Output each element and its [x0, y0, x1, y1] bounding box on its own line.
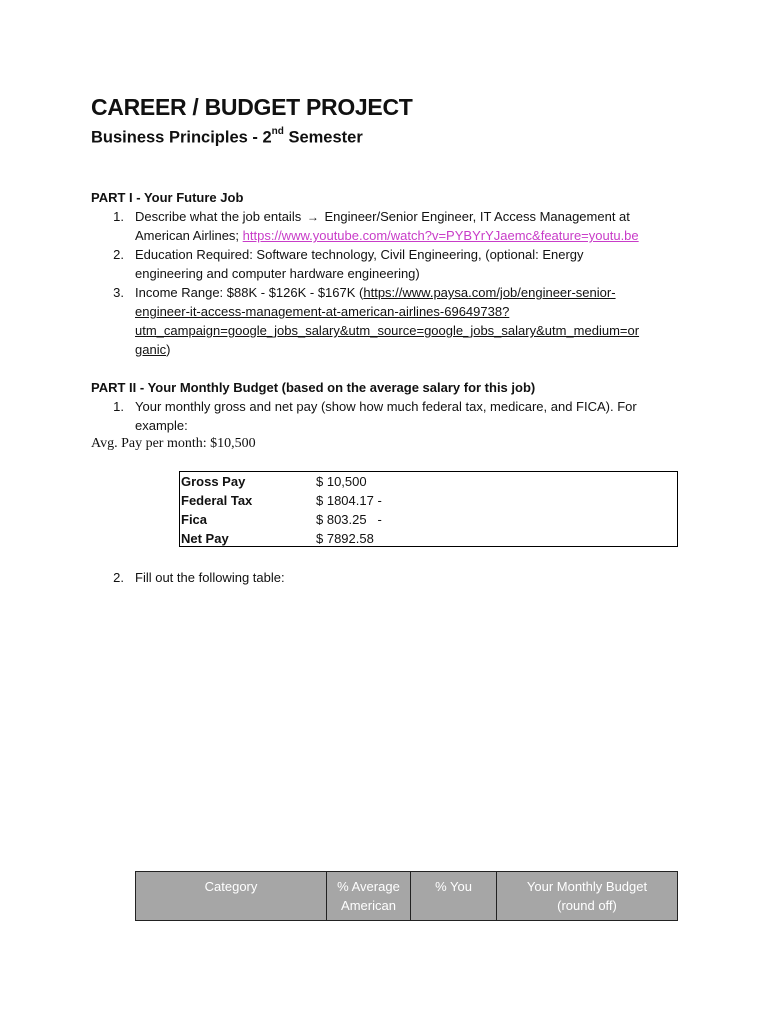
budget-table — [135, 871, 678, 921]
pay-label: Gross Pay — [181, 474, 246, 489]
arrow-right-icon: → — [306, 210, 319, 224]
paysa-link-part4[interactable]: ganic — [135, 342, 167, 357]
pay-value: $ 10,500 — [316, 474, 367, 489]
part1-heading: PART I - Your Future Job — [91, 190, 244, 205]
youtube-link[interactable]: https://www.youtube.com/watch?v=PYBYrYJaemc&feature=youtu.be — [242, 228, 639, 243]
column-header-you — [411, 872, 497, 921]
header-line: % You — [435, 879, 472, 894]
part1-item1-line1 — [135, 207, 630, 227]
part1-item2-line2: engineering and computer hardware engineering) — [135, 266, 420, 281]
page-subtitle — [91, 128, 363, 148]
column-header-category — [136, 872, 327, 921]
part2-item1-line1: Your monthly gross and net pay (show how much federal tax, medicare, and FICA). For — [135, 399, 637, 414]
part1-item3-line4 — [135, 340, 170, 359]
part2-item2: Fill out the following table: — [135, 570, 285, 585]
header-line: % Average — [337, 879, 400, 894]
header-line: (round off) — [557, 898, 617, 913]
list-number: 2. — [113, 570, 124, 585]
pay-label: Fica — [181, 512, 208, 527]
paysa-link-part1[interactable]: https://www.paysa.com/job/engineer-senior- — [363, 285, 616, 300]
part2-item1-line2: example: — [135, 418, 188, 433]
header-line: Category — [204, 879, 258, 894]
subtitle-superscript: nd — [271, 126, 284, 137]
part1-item2-line1: Education Required: Software technology, Civil Engineering, (optional: Energy — [135, 247, 584, 262]
income-range-text: Income Range: $88K - $126K - $167K ( — [135, 285, 364, 300]
list-number: 1. — [113, 209, 124, 224]
pay-value: $ 1804.17 - — [316, 493, 382, 508]
subtitle-suffix: Semester — [283, 128, 363, 147]
budget-table-header-row — [136, 872, 678, 921]
column-header-monthly-budget — [497, 872, 678, 921]
paysa-link-part3[interactable]: utm_campaign=google_jobs_salary&utm_source=google_jobs_salary&utm_medium=or — [135, 323, 640, 338]
list-number: 1. — [113, 399, 124, 414]
pay-label: Federal Tax — [181, 493, 253, 508]
table-row — [180, 491, 677, 510]
table-row — [180, 472, 677, 491]
pay-table — [179, 471, 678, 547]
part1-item1-line2 — [135, 226, 639, 245]
item1-employer: American Airlines; — [135, 228, 243, 243]
header-line: American — [341, 898, 396, 913]
table-row — [180, 510, 677, 529]
paysa-link-part2[interactable]: engineer-it-access-management-at-american-airlines-69649738? — [135, 304, 510, 319]
page-title: CAREER / BUDGET PROJECT — [91, 94, 413, 120]
subtitle-text: Business Principles - 2 — [91, 128, 272, 147]
pay-value: $ 803.25 - — [316, 512, 382, 527]
part1-item3-line1 — [135, 283, 616, 302]
part2-heading: PART II - Your Monthly Budget (based on the average salary for this job) — [91, 380, 536, 395]
column-header-avg-american — [327, 872, 411, 921]
table-row — [180, 529, 677, 548]
list-number: 2. — [113, 247, 124, 262]
closing-paren: ) — [166, 342, 171, 357]
header-line: Your Monthly Budget — [526, 879, 648, 894]
item1-text: Describe what the job entails — [135, 209, 302, 224]
pay-value: $ 7892.58 — [316, 531, 374, 546]
pay-label: Net Pay — [181, 531, 229, 546]
avg-pay-text: Avg. Pay per month: $10,500 — [91, 436, 256, 451]
item1-job-title: Engineer/Senior Engineer, IT Access Management at — [324, 209, 630, 224]
list-number: 3. — [113, 285, 124, 300]
